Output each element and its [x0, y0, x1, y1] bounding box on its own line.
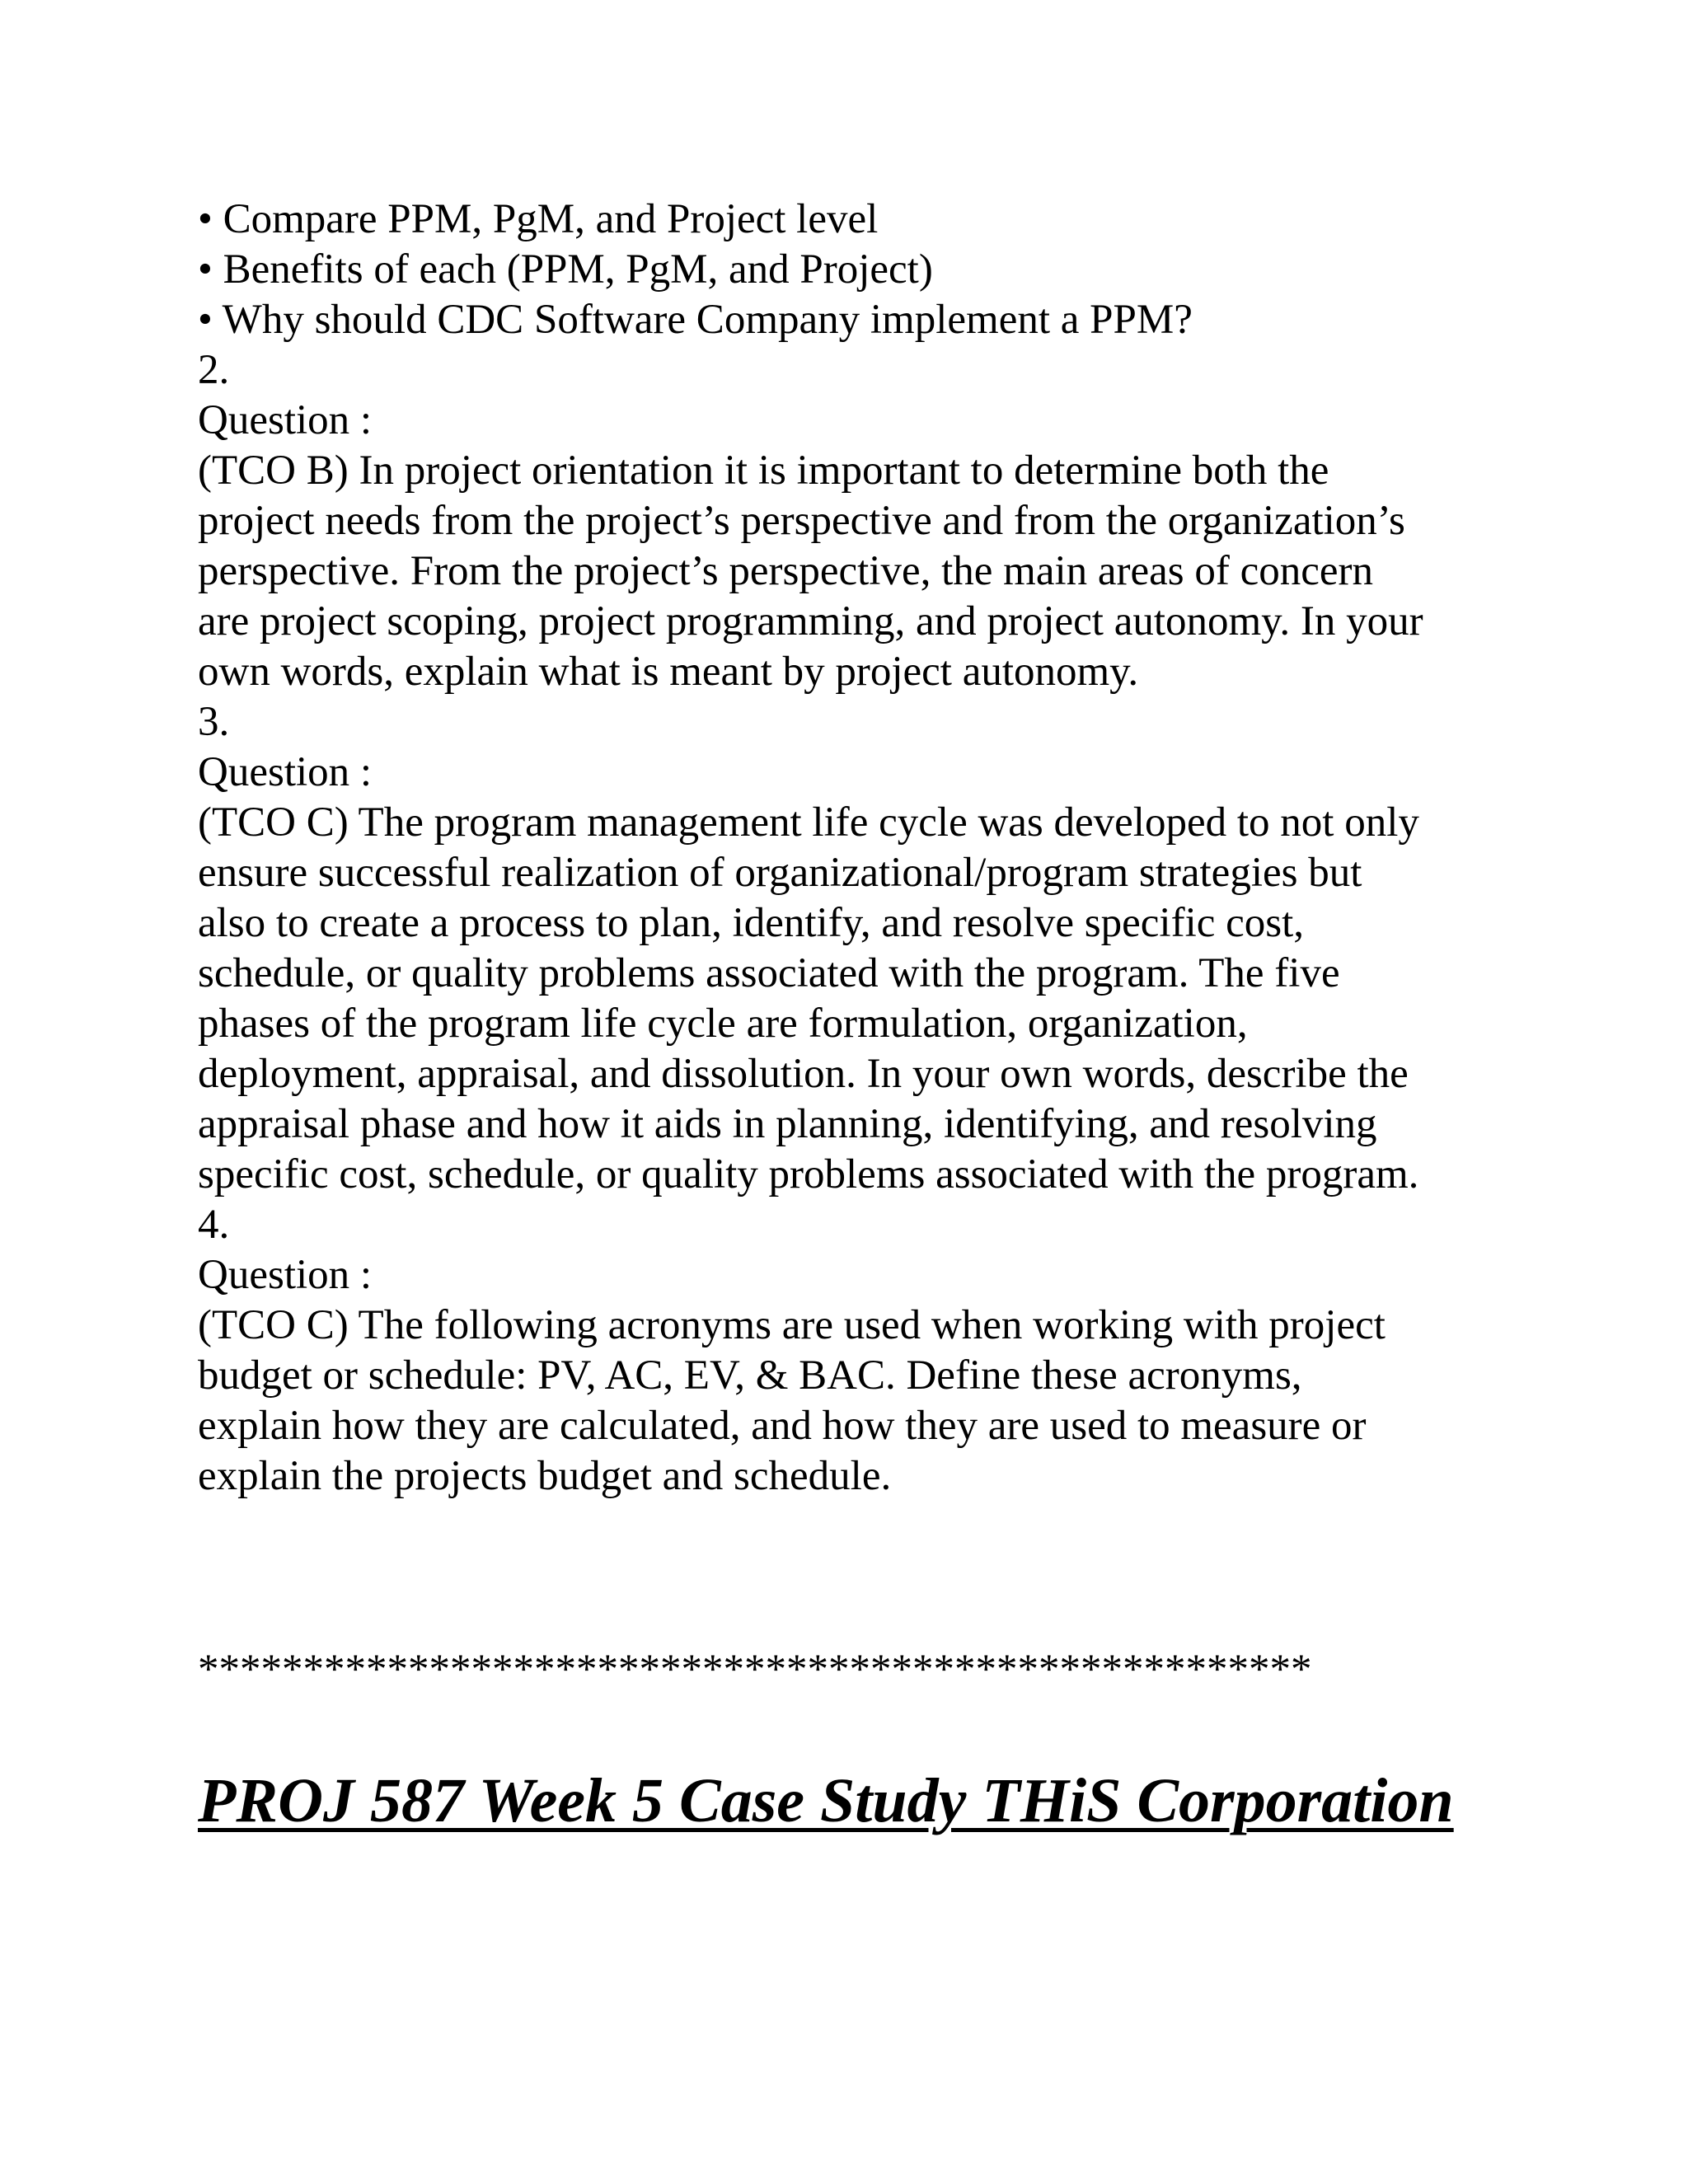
- question-text-line: (TCO B) In project orientation it is important to determine both the: [198, 448, 1329, 494]
- question-text-line: (TCO C) The following acronyms are used when working with project: [198, 1302, 1386, 1348]
- question-label: Question :: [198, 749, 373, 795]
- bullet-item: • Benefits of each (PPM, PgM, and Project): [198, 246, 933, 293]
- question-number: 3.: [198, 699, 230, 745]
- question-text-line: (TCO C) The program management life cycle was developed to not only: [198, 799, 1419, 846]
- question-text-line: perspective. From the project’s perspective, the main areas of concern: [198, 548, 1374, 594]
- question-block: [198, 345, 1533, 697]
- question-text-line: project needs from the project’s perspective and from the organization’s: [198, 498, 1405, 544]
- question-text-line: schedule, or quality problems associated with the program. The five: [198, 950, 1340, 996]
- document-body: [198, 194, 1533, 1695]
- question-text-line: explain how they are calculated, and how they are used to measure or: [198, 1403, 1367, 1449]
- question-label: Question :: [198, 397, 373, 443]
- blank-space: [198, 1502, 1533, 1645]
- question-block: [198, 697, 1533, 1200]
- question-label: Question :: [198, 1252, 373, 1298]
- question-text-line: also to create a process to plan, identify, and resolve specific cost,: [198, 900, 1305, 946]
- question-text-line: deployment, appraisal, and dissolution. In your own words, describe the: [198, 1051, 1409, 1097]
- question-text-line: specific cost, schedule, or quality problems associated with the program.: [198, 1151, 1419, 1197]
- question-text-line: own words, explain what is meant by project autonomy.: [198, 649, 1139, 695]
- question-text-line: budget or schedule: PV, AC, EV, & BAC. Define these acronyms,: [198, 1352, 1302, 1399]
- bullet-item: • Compare PPM, PgM, and Project level: [198, 196, 879, 242]
- question-block: [198, 1200, 1533, 1502]
- question-text-line: explain the projects budget and schedule.: [198, 1453, 892, 1499]
- question-text-line: ensure successful realization of organizational/program strategies but: [198, 850, 1362, 896]
- question-number: 2.: [198, 347, 230, 393]
- question-number: 4.: [198, 1202, 230, 1248]
- section-heading: PROJ 587 Week 5 Case Study THiS Corporation: [198, 1766, 1454, 1835]
- bullet-item: • Why should CDC Software Company implement a PPM?: [198, 297, 1193, 343]
- question-text-line: appraisal phase and how it aids in planning, identifying, and resolving: [198, 1101, 1377, 1147]
- question-text-line: are project scoping, project programming, and project autonomy. In your: [198, 598, 1423, 644]
- separator-line: *****************************************************: [198, 1647, 1312, 1693]
- question-text-line: phases of the program life cycle are formulation, organization,: [198, 1001, 1248, 1047]
